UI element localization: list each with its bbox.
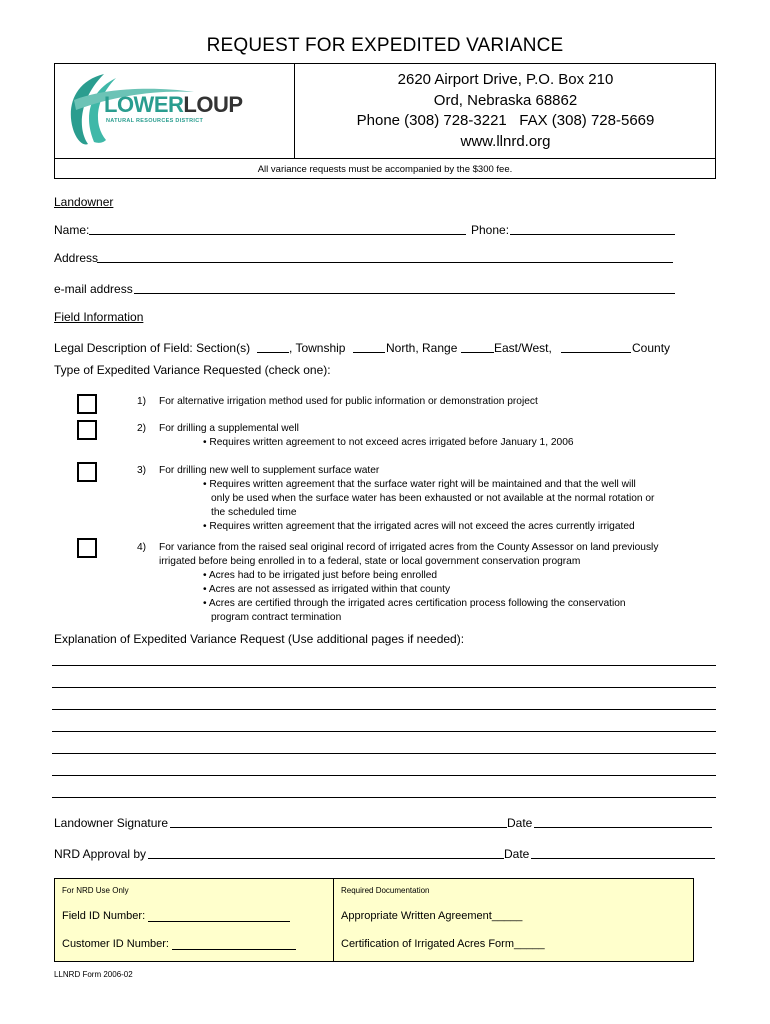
logo-word-lower: LOWER (104, 92, 184, 117)
address-label: Address (54, 251, 99, 265)
option-text: For drilling a supplemental well (159, 423, 299, 434)
explanation-label: Explanation of Expedited Variance Request (Use additional pages if needed): (54, 632, 465, 646)
explanation-line[interactable] (52, 775, 716, 776)
county-field[interactable] (561, 339, 631, 353)
option-text: For alternative irrigation method used for public information or demonstration project (159, 396, 538, 407)
option-1-checkbox[interactable] (77, 394, 97, 414)
logo-subtitle: NATURAL RESOURCES DISTRICT (106, 118, 204, 124)
option-number: 1) (137, 396, 147, 407)
date-field[interactable] (531, 845, 715, 859)
customer-id-label: Customer ID Number: (62, 938, 169, 950)
address-block (295, 70, 716, 152)
option-bullet: • Requires written agreement to not exceed acres irrigated before January 1, 2006 (203, 437, 574, 448)
logo-word-loup: LOUP (183, 92, 243, 117)
name-label: Name: (54, 223, 90, 237)
nrd-approval-field[interactable] (148, 845, 504, 859)
website-link[interactable]: www.llnrd.org (460, 132, 551, 150)
explanation-line[interactable] (52, 753, 716, 754)
address-field[interactable] (97, 249, 673, 263)
option-3-checkbox[interactable] (77, 462, 97, 482)
option-number: 3) (137, 465, 147, 476)
email-label: e-mail address (54, 282, 133, 296)
customer-id-field[interactable] (172, 937, 296, 950)
page-title: REQUEST FOR EXPEDITED VARIANCE (206, 35, 564, 56)
option-bullet: • Acres are not assessed as irrigated within that county (203, 584, 451, 595)
range-field[interactable] (461, 339, 494, 353)
option-bullet: • Requires written agreement that the surface water right will be maintained and that the well will (203, 479, 636, 490)
option-text: For drilling new well to supplement surface water (159, 465, 380, 476)
phone-field[interactable] (510, 221, 675, 235)
fee-note: All variance requests must be accompanied by the $300 fee. (257, 164, 513, 175)
option-bullet: • Acres are certified through the irrigated acres certification process following the conservation (203, 598, 626, 609)
section-field[interactable] (257, 339, 289, 353)
variance-type-label: Type of Expedited Variance Requested (check one): (54, 363, 331, 377)
east-west-label: East/West, (494, 341, 552, 355)
explanation-line[interactable] (52, 665, 716, 666)
explanation-line[interactable] (52, 731, 716, 732)
explanation-line[interactable] (52, 709, 716, 710)
form-id: LLNRD Form 2006-02 (54, 970, 133, 979)
township-label: , Township (289, 341, 346, 355)
date-field[interactable] (534, 814, 712, 828)
nrd-box-divider (333, 878, 334, 962)
landowner-signature-label: Landowner Signature (54, 816, 169, 830)
field-info-heading: Field Information (54, 310, 144, 324)
north-range-label: North, Range (386, 341, 458, 355)
option-bullet: the scheduled time (211, 507, 297, 518)
option-bullet: • Requires written agreement that the irrigated acres will not exceed the acres currently irrigated (203, 521, 635, 532)
landowner-signature-field[interactable] (170, 814, 507, 828)
nrd-approval-label: NRD Approval by (54, 847, 147, 861)
phone-label: Phone: (471, 223, 510, 237)
field-id-field[interactable] (148, 909, 290, 922)
option-bullet: only be used when the surface water has been exhausted or not available at the normal rotation or (211, 493, 655, 504)
township-field[interactable] (353, 339, 385, 353)
legal-description-label: Legal Description of Field: Section(s) (54, 341, 251, 355)
option-text: irrigated before being enrolled in to a federal, state or local government conservation program (159, 556, 581, 567)
option-text: For variance from the raised seal original record of irrigated acres from the County Assessor on land previously (159, 542, 659, 553)
header-divider (54, 158, 716, 159)
address-line: 2620 Airport Drive, P.O. Box 210 (397, 71, 614, 88)
agreement-label: Appropriate Written Agreement_____ (341, 910, 523, 922)
lower-loup-logo (64, 70, 264, 155)
explanation-line[interactable] (52, 797, 716, 798)
address-line: Ord, Nebraska 68862 (433, 91, 578, 109)
option-2-checkbox[interactable] (77, 420, 97, 440)
certification-label: Certification of Irrigated Acres Form_____ (341, 938, 545, 950)
option-number: 2) (137, 423, 147, 434)
required-docs-heading: Required Documentation (341, 886, 430, 895)
county-label: County (632, 341, 671, 355)
name-field[interactable] (89, 221, 466, 235)
explanation-line[interactable] (52, 687, 716, 688)
option-4-checkbox[interactable] (77, 538, 97, 558)
landowner-heading: Landowner (54, 195, 114, 209)
option-bullet: program contract termination (211, 612, 342, 623)
option-bullet: • Acres had to be irrigated just before being enrolled (203, 570, 438, 581)
email-field[interactable] (134, 280, 675, 294)
date-label: Date (504, 847, 530, 861)
date-label: Date (507, 816, 533, 830)
nrd-use-heading: For NRD Use Only (62, 886, 129, 895)
address-line: Phone (308) 728-3221 FAX (308) 728-5669 (356, 112, 655, 129)
option-number: 4) (137, 542, 147, 553)
field-id-label: Field ID Number: (62, 910, 146, 922)
